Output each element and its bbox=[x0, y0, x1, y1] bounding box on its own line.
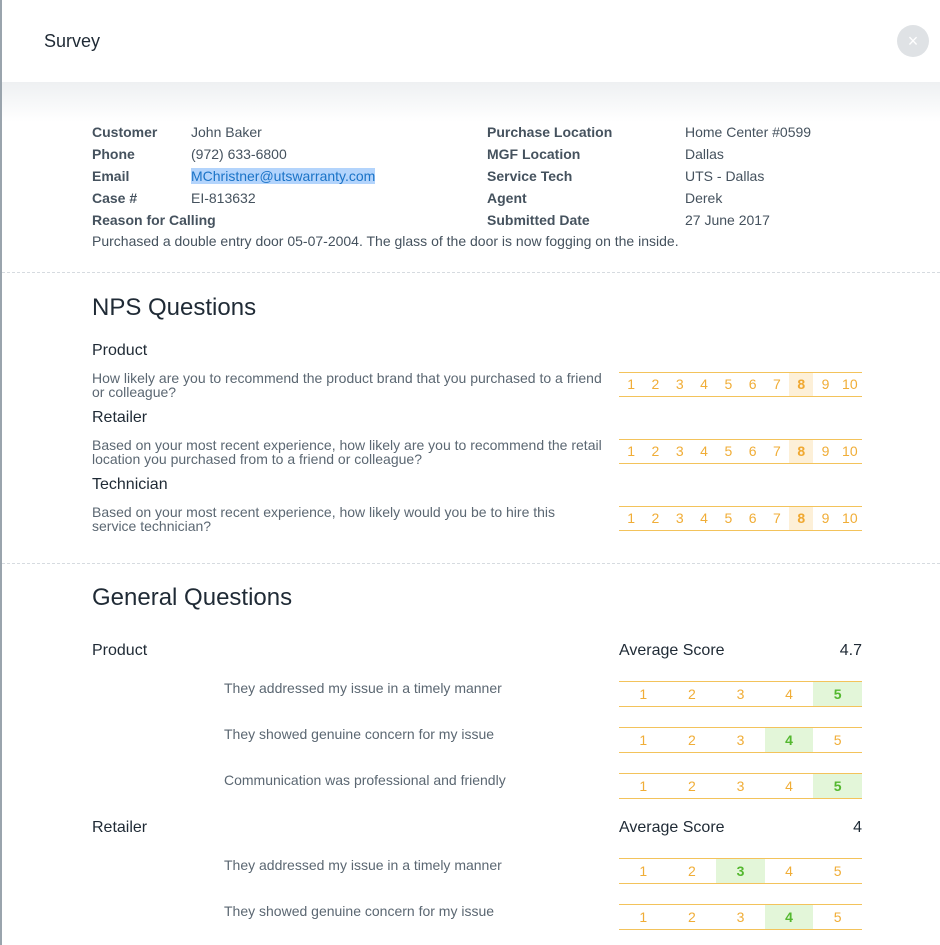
rating-option[interactable]: 5 bbox=[833, 732, 842, 748]
nps-score-option[interactable]: 9 bbox=[821, 443, 830, 459]
email-link[interactable]: MChristner@utswarranty.com bbox=[191, 168, 376, 184]
nps-score-option[interactable]: 10 bbox=[842, 376, 858, 392]
info-labels-right bbox=[487, 121, 612, 231]
nps-score-option[interactable]: 7 bbox=[773, 443, 781, 459]
service-tech-label: Service Tech bbox=[487, 168, 573, 184]
close-icon: × bbox=[907, 30, 919, 51]
divider bbox=[2, 272, 940, 273]
nps-score-option[interactable]: 8 bbox=[789, 440, 813, 463]
agent-label: Agent bbox=[487, 190, 527, 206]
nps-title: NPS Questions bbox=[92, 294, 257, 321]
general-title: General Questions bbox=[92, 584, 293, 611]
rating-option[interactable]: 2 bbox=[687, 732, 696, 748]
email-label: Email bbox=[92, 168, 130, 184]
nps-score-option[interactable]: 4 bbox=[700, 376, 708, 392]
window-edge bbox=[0, 0, 2, 945]
rating-option[interactable]: 1 bbox=[639, 778, 648, 794]
info-values-right bbox=[685, 121, 811, 231]
rating-option[interactable]: 4 bbox=[785, 863, 793, 879]
general-retailer-title: Retailer bbox=[92, 819, 148, 836]
nps-scale bbox=[619, 506, 862, 531]
rating-option[interactable]: 1 bbox=[639, 863, 648, 879]
purchase-location-value: Home Center #0599 bbox=[685, 124, 812, 140]
nps-score-option[interactable]: 4 bbox=[700, 510, 708, 526]
nps-score-option[interactable]: 5 bbox=[724, 443, 733, 459]
nps-score-option[interactable]: 7 bbox=[773, 510, 781, 526]
nps-score-option[interactable]: 3 bbox=[675, 443, 684, 459]
mgf-location-value: Dallas bbox=[685, 146, 724, 162]
reason-text: Purchased a double entry door 05-07-2004. The glass of the door is now fogging on the inside. bbox=[92, 233, 679, 249]
service-tech-value: UTS - Dallas bbox=[685, 168, 765, 184]
nps-technician-title: Technician bbox=[92, 476, 168, 493]
phone-value: (972) 633-6800 bbox=[191, 146, 287, 162]
close-button[interactable] bbox=[897, 25, 929, 57]
rating-option[interactable]: 4 bbox=[765, 728, 814, 752]
general-question: They showed genuine concern for my issue bbox=[224, 903, 495, 919]
rating-option[interactable]: 2 bbox=[687, 686, 696, 702]
general-question: They showed genuine concern for my issue bbox=[224, 726, 495, 742]
rating-option[interactable]: 2 bbox=[687, 863, 696, 879]
general-question: They addressed my issue in a timely manner bbox=[224, 857, 502, 873]
rating-option[interactable]: 5 bbox=[833, 909, 842, 925]
nps-score-option[interactable]: 6 bbox=[748, 510, 757, 526]
modal-header bbox=[2, 0, 940, 82]
nps-score-option[interactable]: 8 bbox=[789, 507, 813, 530]
nps-product-title: Product bbox=[92, 342, 148, 359]
rating-option[interactable]: 3 bbox=[736, 778, 745, 794]
general-question: They addressed my issue in a timely manner bbox=[224, 680, 502, 696]
rating-option[interactable]: 5 bbox=[833, 863, 842, 879]
submitted-date-value: 27 June 2017 bbox=[685, 212, 770, 228]
nps-score-option[interactable]: 1 bbox=[627, 376, 636, 392]
nps-score-option[interactable]: 4 bbox=[700, 443, 708, 459]
nps-score-option[interactable]: 1 bbox=[627, 443, 636, 459]
nps-score-option[interactable]: 10 bbox=[842, 510, 858, 526]
nps-score-option[interactable]: 1 bbox=[627, 510, 636, 526]
rating-option[interactable]: 3 bbox=[736, 909, 745, 925]
purchase-location-label: Purchase Location bbox=[487, 124, 613, 140]
divider bbox=[2, 563, 940, 564]
info-values-left bbox=[191, 121, 375, 209]
case-value: EI-813632 bbox=[191, 190, 256, 206]
nps-score-option[interactable]: 2 bbox=[651, 510, 660, 526]
rating-option[interactable]: 5 bbox=[813, 774, 862, 798]
header-shadow bbox=[2, 82, 940, 122]
rating-option[interactable]: 2 bbox=[687, 909, 696, 925]
rating-option[interactable]: 4 bbox=[785, 778, 793, 794]
nps-score-option[interactable]: 5 bbox=[724, 510, 733, 526]
nps-product-question: How likely are you to recommend the product brand that you purchased to a friend or colleague? bbox=[92, 370, 602, 400]
reason-label: Reason for Calling bbox=[92, 212, 216, 228]
nps-score-option[interactable]: 5 bbox=[724, 376, 733, 392]
nps-score-option[interactable]: 2 bbox=[651, 376, 660, 392]
nps-score-option[interactable]: 10 bbox=[842, 443, 858, 459]
rating-scale bbox=[619, 858, 862, 884]
nps-score-option[interactable]: 3 bbox=[675, 376, 684, 392]
mgf-location-label: MGF Location bbox=[487, 146, 581, 162]
nps-score-option[interactable]: 9 bbox=[821, 510, 830, 526]
nps-retailer-title: Retailer bbox=[92, 409, 148, 426]
rating-option[interactable]: 1 bbox=[639, 686, 648, 702]
nps-score-option[interactable]: 3 bbox=[675, 510, 684, 526]
rating-option[interactable]: 3 bbox=[716, 859, 765, 883]
nps-score-option[interactable]: 6 bbox=[748, 443, 757, 459]
nps-score-option[interactable]: 6 bbox=[748, 376, 757, 392]
rating-option[interactable]: 3 bbox=[736, 686, 745, 702]
agent-value: Derek bbox=[685, 190, 723, 206]
rating-scale bbox=[619, 773, 862, 799]
modal-title: Survey bbox=[44, 31, 101, 51]
case-label: Case # bbox=[92, 190, 138, 206]
rating-option[interactable]: 5 bbox=[813, 682, 862, 706]
rating-scale bbox=[619, 904, 862, 930]
average-score-value: 4 bbox=[853, 819, 862, 836]
rating-option[interactable]: 3 bbox=[736, 732, 745, 748]
nps-scale bbox=[619, 439, 862, 464]
nps-score-option[interactable]: 7 bbox=[773, 376, 781, 392]
average-score-value: 4.7 bbox=[839, 642, 862, 659]
customer-label: Customer bbox=[92, 124, 158, 140]
average-score-label: Average Score bbox=[619, 642, 725, 659]
rating-option[interactable]: 4 bbox=[765, 905, 814, 929]
nps-scale bbox=[619, 372, 862, 397]
nps-retailer-question: Based on your most recent experience, how likely are you to recommend the retail location you purchased from to a friend or colleague? bbox=[92, 437, 602, 467]
average-score-label: Average Score bbox=[619, 819, 725, 836]
rating-scale bbox=[619, 727, 862, 753]
rating-option[interactable]: 1 bbox=[639, 909, 648, 925]
rating-scale bbox=[619, 681, 862, 707]
rating-option[interactable]: 4 bbox=[785, 686, 793, 702]
customer-value: John Baker bbox=[191, 124, 262, 140]
nps-score-option[interactable]: 2 bbox=[651, 443, 660, 459]
general-question: Communication was professional and friendly bbox=[224, 772, 506, 788]
submitted-date-label: Submitted Date bbox=[487, 212, 590, 228]
nps-score-option[interactable]: 8 bbox=[789, 373, 813, 396]
general-product-title: Product bbox=[92, 642, 148, 659]
rating-option[interactable]: 2 bbox=[687, 778, 696, 794]
rating-option[interactable]: 1 bbox=[639, 732, 648, 748]
nps-technician-question: Based on your most recent experience, how likely would you be to hire this service technician? bbox=[92, 504, 556, 534]
phone-label: Phone bbox=[92, 146, 135, 162]
nps-score-option[interactable]: 9 bbox=[821, 376, 830, 392]
